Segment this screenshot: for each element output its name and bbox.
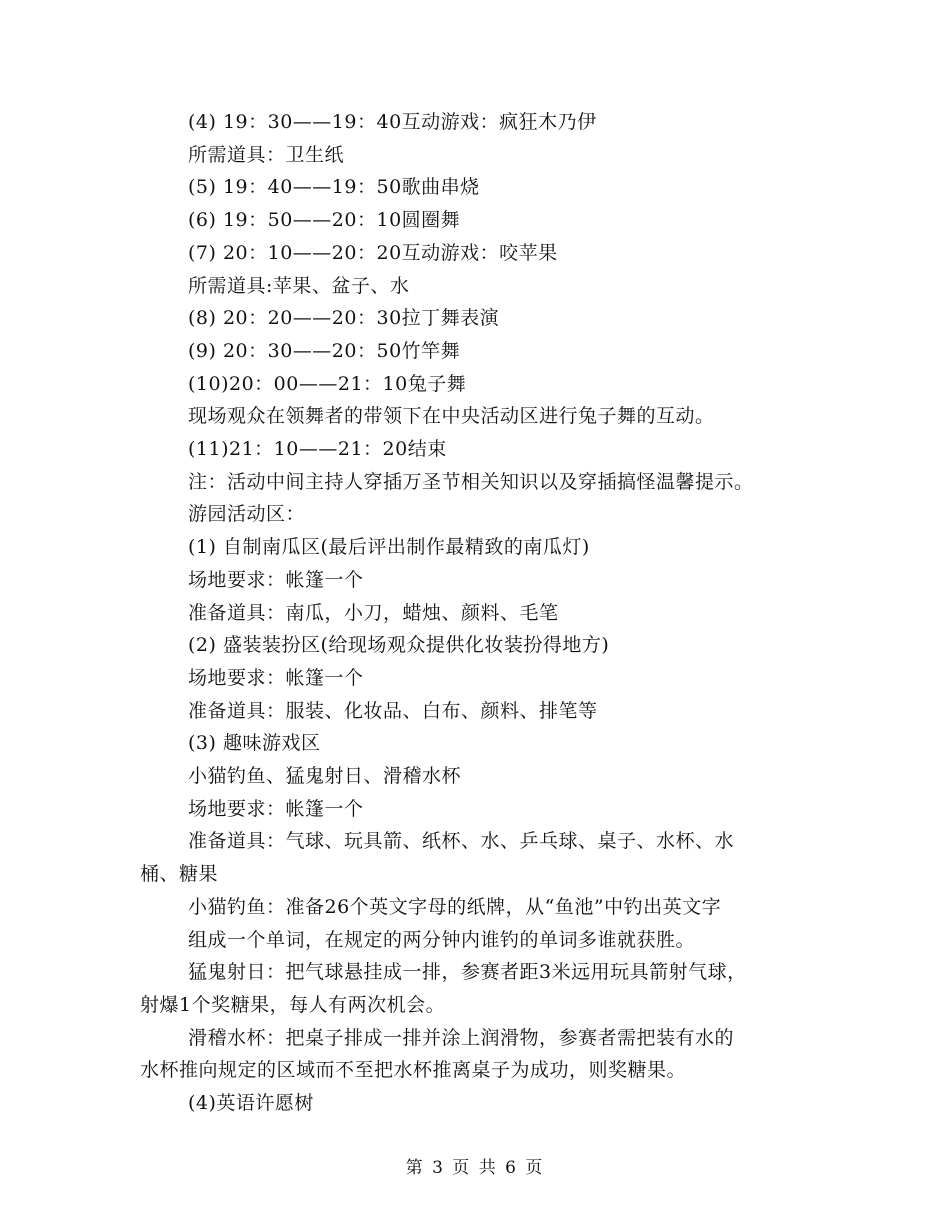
document-line: (9) 20：30——20：50竹竿舞: [188, 339, 461, 362]
document-line: 所需道具：卫生纸: [188, 143, 345, 166]
document-line: 组成一个单词，在规定的两分钟内谁钓的单词多谁就获胜。: [188, 928, 696, 951]
document-line: 场地要求：帐篷一个: [188, 666, 364, 689]
page-footer: 第 3 页 共 6 页: [405, 1158, 545, 1178]
document-line: 小猫钓鱼、猛鬼射日、滑稽水杯: [188, 765, 462, 788]
document-line: (4)英语许愿树: [188, 1092, 314, 1115]
document-line: 准备道具：气球、玩具箭、纸杯、水、乒乓球、桌子、水杯、水: [188, 830, 735, 853]
document-line: (11)21：10——21：20结束: [188, 438, 447, 461]
document-line: 准备道具：服装、化妆品、白布、颜料、排笔等: [188, 699, 598, 722]
document-line: 桶、糖果: [140, 863, 219, 886]
document-line: 小猫钓鱼：准备26个英文字母的纸牌，从“鱼池”中钓出英文字: [188, 895, 722, 918]
document-line: 水杯推向规定的区域而不至把水杯推离桌子为成功，则奖糖果。: [140, 1059, 687, 1082]
document-line: (10)20：00——21：10兔子舞: [188, 372, 467, 395]
document-body: [140, 106, 810, 1120]
document-line: 场地要求：帐篷一个: [188, 797, 364, 820]
document-line: 猛鬼射日：把气球悬挂成一排，参赛者距3米远用玩具箭射气球，: [188, 961, 747, 984]
document-line: 滑稽水杯：把桌子排成一排并涂上润滑物，参赛者需把装有水的: [188, 1026, 735, 1049]
document-line: 游园活动区：: [188, 503, 306, 526]
document-line: 现场观众在领舞者的带领下在中央活动区进行兔子舞的互动。: [188, 405, 715, 428]
document-line: (6) 19：50——20：10圆圈舞: [188, 209, 461, 232]
document-line: (4) 19：30——19：40互动游戏：疯狂木乃伊: [188, 111, 597, 133]
document-line: (3) 趣味游戏区: [188, 732, 321, 755]
document-line: 注：活动中间主持人穿插万圣节相关知识以及穿插搞怪温馨提示。: [188, 470, 754, 493]
document-line: (7) 20：10——20：20互动游戏：咬苹果: [188, 241, 558, 264]
document-line: (5) 19：40——19：50歌曲串烧: [188, 176, 480, 199]
document-line: 准备道具：南瓜，小刀，蜡烛、颜料、毛笔: [188, 601, 559, 624]
document-line: (1) 自制南瓜区(最后评出制作最精致的南瓜灯): [188, 536, 590, 559]
document-line: (2) 盛装装扮区(给现场观众提供化妆装扮得地方): [188, 634, 610, 657]
document-line: (8) 20：20——20：30拉丁舞表演: [188, 307, 500, 330]
document-line: 场地要求：帐篷一个: [188, 568, 364, 591]
document-line: 射爆1个奖糖果，每人有两次机会。: [140, 993, 446, 1016]
document-line: 所需道具:苹果、盆子、水: [188, 274, 410, 297]
